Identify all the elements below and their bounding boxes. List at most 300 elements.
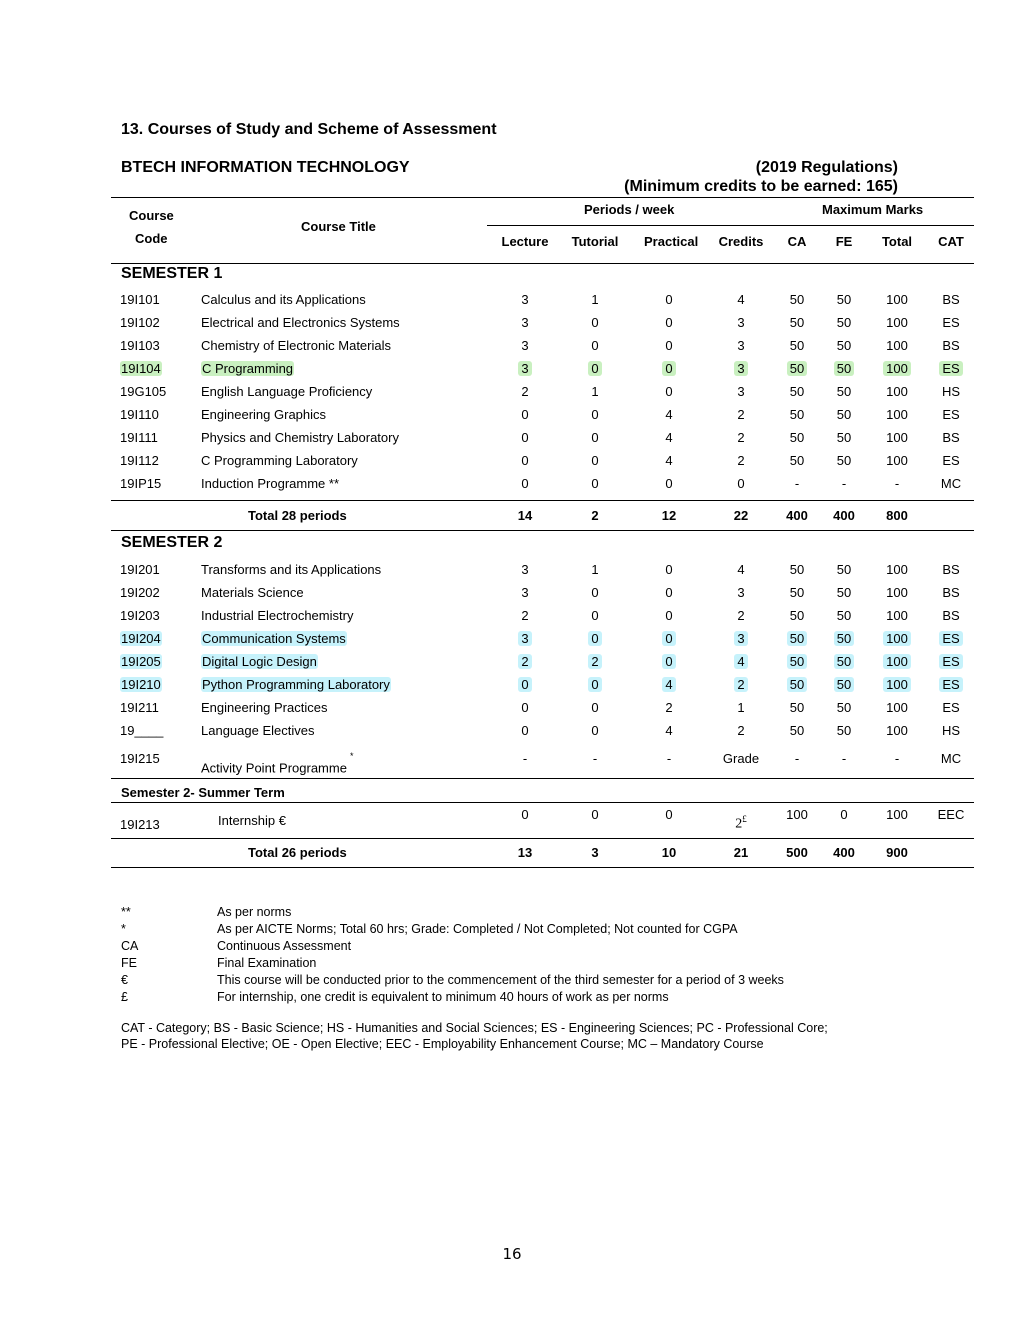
- cell-fe: [819, 607, 869, 625]
- cell-ca: [772, 699, 822, 717]
- cell-value: 2: [737, 407, 745, 422]
- cell-value: 3: [521, 315, 529, 330]
- header-col-total: Total: [881, 234, 913, 249]
- course-code: 19I213: [120, 817, 160, 832]
- course-code: [120, 360, 162, 378]
- semester2-title: SEMESTER 2: [121, 534, 223, 551]
- cell-value: 0: [591, 700, 599, 715]
- header-col-tutorial: Tutorial: [571, 234, 619, 249]
- cell-total: [872, 607, 922, 625]
- cell-total: [872, 584, 922, 602]
- header-bottom-rule: [111, 263, 974, 264]
- course-title: [201, 561, 381, 579]
- course-title-text: Induction Programme **: [201, 476, 340, 491]
- cell-value: ES: [939, 361, 962, 376]
- cell-ca: [772, 475, 822, 493]
- course-code-text: 19G105: [120, 384, 167, 399]
- cell-cat: [926, 406, 976, 424]
- cell-lecture: [500, 406, 550, 424]
- cell-value: 0: [521, 723, 529, 738]
- cell-tutorial: [570, 360, 620, 378]
- course-title: [201, 429, 399, 447]
- cell-fe: [819, 452, 869, 470]
- table-row: [0, 561, 1024, 581]
- cell-value: -: [794, 751, 800, 766]
- cell-value: 0: [665, 338, 673, 353]
- cell-value: BS: [942, 562, 960, 577]
- course-title-text: Language Electives: [201, 723, 315, 738]
- cell-practical: [644, 607, 694, 625]
- cell-lecture: [500, 750, 550, 768]
- footnote-key: CA: [121, 939, 139, 953]
- legend-line-2: PE - Professional Elective; OE - Open Elective; EEC - Employability Enhancement Course; MC – Mandatory Course: [121, 1036, 764, 1051]
- cell-cat: [926, 452, 976, 470]
- cell-value: 0: [665, 585, 673, 600]
- cell-practical: 0: [665, 807, 673, 822]
- cell-cat: [926, 360, 976, 378]
- course-title: [201, 630, 347, 648]
- course-title: [201, 314, 400, 332]
- minimum-credits-label: (Minimum credits to be earned: 165): [624, 178, 898, 195]
- cell-value: 3: [521, 585, 529, 600]
- course-title-text: Calculus and its Applications: [201, 292, 366, 307]
- cell-ca: [772, 406, 822, 424]
- cell-ca: [772, 383, 822, 401]
- cell-value: 2: [737, 723, 745, 738]
- cell-cat: [926, 676, 976, 694]
- cell-value: 0: [662, 654, 675, 669]
- course-code: [120, 676, 162, 694]
- cell-credits: [716, 360, 766, 378]
- cell-total: [872, 337, 922, 355]
- cell-value: 50: [836, 315, 852, 330]
- table-row: [0, 452, 1024, 472]
- cell-total: [872, 699, 922, 717]
- cell-value: 50: [836, 608, 852, 623]
- course-title-text: Engineering Practices: [201, 700, 328, 715]
- total-lecture: 13: [517, 845, 533, 860]
- course-title: [201, 751, 354, 777]
- course-title: [201, 676, 391, 694]
- cell-practical: [644, 561, 694, 579]
- cell-value: 4: [734, 654, 747, 669]
- cell-tutorial: [570, 452, 620, 470]
- cell-credits: [716, 676, 766, 694]
- cell-value: 4: [665, 430, 673, 445]
- cell-cat: [926, 750, 976, 768]
- cell-practical: [644, 630, 694, 648]
- cell-value: 0: [591, 723, 599, 738]
- table-row: [0, 806, 1024, 836]
- cell-cat: [926, 291, 976, 309]
- course-code-text: 19____: [120, 723, 164, 738]
- course-code-text: 19I112: [120, 453, 159, 468]
- cell-value: 50: [834, 654, 854, 669]
- cell-value: 3: [521, 562, 529, 577]
- cell-value: -: [794, 476, 800, 491]
- cell-value: 100: [886, 315, 908, 330]
- course-code-text: 19I211: [120, 700, 159, 715]
- cell-value: 50: [834, 631, 854, 646]
- cell-credits: [716, 607, 766, 625]
- cell-value: -: [841, 751, 847, 766]
- table-row: [0, 653, 1024, 673]
- cell-value: 3: [521, 292, 529, 307]
- cell-value: -: [592, 751, 598, 766]
- cell-value: 0: [588, 361, 601, 376]
- cell-lecture: [500, 475, 550, 493]
- cell-ca: [772, 607, 822, 625]
- cell-total: [872, 475, 922, 493]
- cell-credits: [716, 337, 766, 355]
- cell-value: 100: [886, 453, 908, 468]
- cell-value: 4: [665, 723, 673, 738]
- cell-ca: [772, 314, 822, 332]
- header-col-practical: Practical: [644, 234, 699, 249]
- cell-value: 50: [789, 292, 805, 307]
- cell-total: [872, 630, 922, 648]
- course-code: [120, 630, 162, 648]
- course-title: [201, 452, 358, 470]
- total-tutorial: 2: [591, 508, 599, 523]
- footnote-key: *: [121, 922, 126, 936]
- cell-value: 3: [734, 631, 747, 646]
- cell-credits: [716, 429, 766, 447]
- cell-value: HS: [941, 723, 961, 738]
- cell-value: -: [894, 476, 900, 491]
- cell-value: 50: [836, 338, 852, 353]
- cell-total: [872, 750, 922, 768]
- cell-value: 50: [836, 407, 852, 422]
- cell-value: 50: [789, 562, 805, 577]
- cell-fe: [819, 383, 869, 401]
- cell-practical: [644, 337, 694, 355]
- cell-cat: [926, 584, 976, 602]
- cell-tutorial: [570, 607, 620, 625]
- header-maximum-marks: Maximum Marks: [822, 202, 924, 217]
- cell-fe: [819, 630, 869, 648]
- cell-value: 3: [521, 338, 529, 353]
- cell-ca: [772, 291, 822, 309]
- cell-value: 100: [883, 631, 911, 646]
- cell-total: [872, 360, 922, 378]
- course-code: [120, 475, 161, 493]
- course-title: [201, 475, 339, 493]
- cell-value: 100: [886, 700, 908, 715]
- course-code: [120, 561, 160, 579]
- sem1-total-rule-bottom: [111, 530, 974, 531]
- cell-value: 0: [521, 407, 529, 422]
- course-title: Internship €: [218, 813, 286, 828]
- cell-total: [872, 314, 922, 332]
- cell-lecture: [500, 630, 550, 648]
- footnote-key: **: [121, 905, 131, 919]
- category-legend: [121, 1021, 921, 1052]
- table-row: [0, 314, 1024, 334]
- cell-total: [872, 291, 922, 309]
- cell-value: 0: [588, 631, 601, 646]
- cell-value: 0: [737, 476, 745, 491]
- cell-value: 1: [591, 384, 599, 399]
- course-title-text: Python Programming Laboratory: [202, 677, 390, 692]
- cell-practical: [644, 722, 694, 740]
- cell-practical: [644, 360, 694, 378]
- summer-rule-mid: [111, 802, 974, 803]
- cell-value: BS: [942, 585, 960, 600]
- cell-value: 0: [665, 476, 673, 491]
- cell-lecture: [500, 699, 550, 717]
- cell-ca: [772, 750, 822, 768]
- cell-total: [872, 653, 922, 671]
- course-code-text: 19I210: [121, 677, 161, 692]
- cell-practical: [644, 452, 694, 470]
- table-row: [0, 676, 1024, 696]
- cell-fe: 0: [840, 807, 848, 822]
- cell-credits: [716, 722, 766, 740]
- cell-value: -: [522, 751, 528, 766]
- cell-total: [872, 406, 922, 424]
- cell-lecture: [500, 314, 550, 332]
- cell-value: 50: [789, 608, 805, 623]
- total-lecture: 14: [517, 508, 533, 523]
- cell-lecture: [500, 337, 550, 355]
- cell-lecture: [500, 722, 550, 740]
- cell-practical: [644, 676, 694, 694]
- cell-value: BS: [942, 608, 960, 623]
- course-title-text: English Language Proficiency: [201, 384, 373, 399]
- cell-value: 50: [836, 453, 852, 468]
- header-course: Course: [129, 208, 174, 223]
- cell-tutorial: 0: [591, 807, 599, 822]
- course-title: [201, 653, 318, 671]
- total-credits: 22: [733, 508, 749, 523]
- course-title: [201, 383, 372, 401]
- cell-value: MC: [940, 751, 962, 766]
- cell-tutorial: [570, 653, 620, 671]
- footnote-text: As per norms: [217, 905, 292, 919]
- course-code-text: 19I201: [120, 562, 160, 577]
- cell-value: 50: [789, 384, 805, 399]
- table-row: [0, 360, 1024, 380]
- cell-value: 0: [591, 338, 599, 353]
- cell-value: 2: [521, 384, 529, 399]
- cell-value: 50: [836, 723, 852, 738]
- cell-value: 4: [665, 407, 673, 422]
- cell-tutorial: [570, 584, 620, 602]
- cell-value: 2: [665, 700, 673, 715]
- header-col-ca: CA: [787, 234, 807, 249]
- cell-credits: [716, 653, 766, 671]
- cell-value: 100: [883, 654, 911, 669]
- course-title: [201, 360, 294, 378]
- cell-fe: [819, 429, 869, 447]
- cell-cat: [926, 314, 976, 332]
- cell-value: 100: [886, 384, 908, 399]
- course-title: [201, 337, 391, 355]
- footnote-key: €: [121, 973, 128, 987]
- cell-ca: [772, 676, 822, 694]
- cell-total: [872, 452, 922, 470]
- cell-ca: [772, 452, 822, 470]
- cell-practical: [644, 699, 694, 717]
- cell-value: 100: [886, 723, 908, 738]
- cell-value: 50: [836, 562, 852, 577]
- table-row: [0, 750, 1024, 776]
- cell-value: 50: [836, 384, 852, 399]
- cell-lecture: [500, 383, 550, 401]
- table-row: [0, 291, 1024, 311]
- cell-value: 1: [591, 562, 599, 577]
- cell-lecture: [500, 452, 550, 470]
- course-title-text: Activity Point Programme: [201, 760, 347, 776]
- header-periods-week: Periods / week: [584, 202, 675, 217]
- cell-value: 2: [737, 430, 745, 445]
- course-title-text: Chemistry of Electronic Materials: [201, 338, 391, 353]
- cell-credits: [716, 406, 766, 424]
- cell-cat: [926, 337, 976, 355]
- cell-credits: [716, 383, 766, 401]
- cell-fe: [819, 475, 869, 493]
- cell-fe: [819, 699, 869, 717]
- table-row: [0, 475, 1024, 495]
- cell-tutorial: [570, 699, 620, 717]
- cell-value: 50: [787, 654, 807, 669]
- course-code: [120, 750, 160, 768]
- cell-value: ES: [942, 700, 960, 715]
- course-title: [201, 699, 327, 717]
- cell-value: 0: [662, 631, 675, 646]
- course-code-text: 19I103: [120, 338, 160, 353]
- cell-value: 2: [588, 654, 601, 669]
- cell-lecture: [500, 561, 550, 579]
- cell-value: 0: [665, 562, 673, 577]
- cell-lecture: [500, 429, 550, 447]
- footnote-text: Final Examination: [217, 956, 317, 970]
- cell-tutorial: [570, 314, 620, 332]
- cell-ca: [772, 360, 822, 378]
- course-code-text: 19I215: [120, 751, 160, 766]
- course-code-text: 19I111: [120, 430, 158, 445]
- cell-cat: [926, 653, 976, 671]
- legend-line-1: CAT - Category; BS - Basic Science; HS - Humanities and Social Sciences; ES - Engineering Sciences; PC - Professional Core;: [121, 1021, 828, 1035]
- cell-total: [872, 676, 922, 694]
- total-credits: 21: [733, 845, 749, 860]
- cell-cat: EEC: [937, 807, 965, 822]
- header-col-lecture: Lecture: [501, 234, 549, 249]
- header-col-fe: FE: [835, 234, 853, 249]
- cell-tutorial: [570, 676, 620, 694]
- cell-credits: [716, 291, 766, 309]
- course-title-text: Industrial Electrochemistry: [201, 608, 354, 623]
- cell-ca: [772, 630, 822, 648]
- course-title-text: Materials Science: [201, 585, 304, 600]
- cell-value: -: [841, 476, 847, 491]
- cell-value: 0: [521, 700, 529, 715]
- cell-fe: [819, 291, 869, 309]
- asterisk-mark: *: [349, 751, 354, 761]
- cell-value: 50: [836, 430, 852, 445]
- cell-value: 4: [737, 292, 745, 307]
- cell-cat: [926, 607, 976, 625]
- cell-value: 0: [665, 384, 673, 399]
- course-code-text: 19I205: [121, 654, 161, 669]
- table-row: [0, 630, 1024, 650]
- header-col-credits: Credits: [718, 234, 764, 249]
- cell-value: MC: [940, 476, 962, 491]
- cell-tutorial: [570, 475, 620, 493]
- cell-practical: [644, 314, 694, 332]
- cell-value: 0: [521, 476, 529, 491]
- cell-lecture: [500, 653, 550, 671]
- cell-value: 0: [591, 453, 599, 468]
- total-tutorial: 3: [591, 845, 599, 860]
- regulations-label: (2019 Regulations): [755, 159, 898, 176]
- cell-value: 0: [591, 476, 599, 491]
- cell-value: 100: [886, 430, 908, 445]
- cell-tutorial: [570, 383, 620, 401]
- cell-practical: [644, 475, 694, 493]
- course-code-text: 19I102: [120, 315, 160, 330]
- cell-value: 3: [518, 631, 531, 646]
- cell-value: 50: [789, 700, 805, 715]
- course-code: [120, 429, 158, 447]
- cell-practical: [644, 584, 694, 602]
- cell-tutorial: [570, 429, 620, 447]
- total-total: 900: [886, 845, 908, 860]
- course-code: [120, 584, 160, 602]
- cell-value: 2: [737, 608, 745, 623]
- cell-tutorial: [570, 561, 620, 579]
- cell-value: ES: [939, 654, 962, 669]
- course-title: [201, 291, 366, 309]
- cell-value: 0: [521, 430, 529, 445]
- cell-practical: [644, 383, 694, 401]
- cell-value: 0: [665, 292, 673, 307]
- cell-practical: [644, 291, 694, 309]
- course-title-text: Transforms and its Applications: [201, 562, 382, 577]
- cell-tutorial: [570, 406, 620, 424]
- cell-value: 2: [518, 654, 531, 669]
- total-fe: 400: [833, 508, 855, 523]
- course-title: [201, 406, 326, 424]
- course-code: [120, 314, 160, 332]
- cell-value: ES: [939, 677, 962, 692]
- cell-fe: [819, 337, 869, 355]
- cell-credits: [716, 475, 766, 493]
- cell-value: 50: [787, 677, 807, 692]
- cell-cat: [926, 429, 976, 447]
- cell-value: 2: [735, 816, 743, 832]
- total-label: Total 28 periods: [248, 508, 347, 523]
- cell-value: 0: [591, 585, 599, 600]
- course-code-text: 19I101: [120, 292, 160, 307]
- cell-value: 50: [787, 361, 807, 376]
- table-row: [0, 406, 1024, 426]
- summer-term-title: Semester 2- Summer Term: [121, 785, 285, 800]
- course-code: [120, 452, 159, 470]
- course-title-text: Physics and Chemistry Laboratory: [201, 430, 399, 445]
- course-code-text: 19I110: [120, 407, 159, 422]
- footnote-text: Continuous Assessment: [217, 939, 352, 953]
- footnote-key: FE: [121, 956, 137, 970]
- cell-value: 50: [834, 677, 854, 692]
- cell-value: 3: [737, 585, 745, 600]
- course-title-text: C Programming: [202, 361, 294, 376]
- cell-value: 4: [665, 453, 673, 468]
- cell-value: 4: [737, 562, 745, 577]
- cell-ca: [772, 429, 822, 447]
- cell-value: 3: [737, 338, 745, 353]
